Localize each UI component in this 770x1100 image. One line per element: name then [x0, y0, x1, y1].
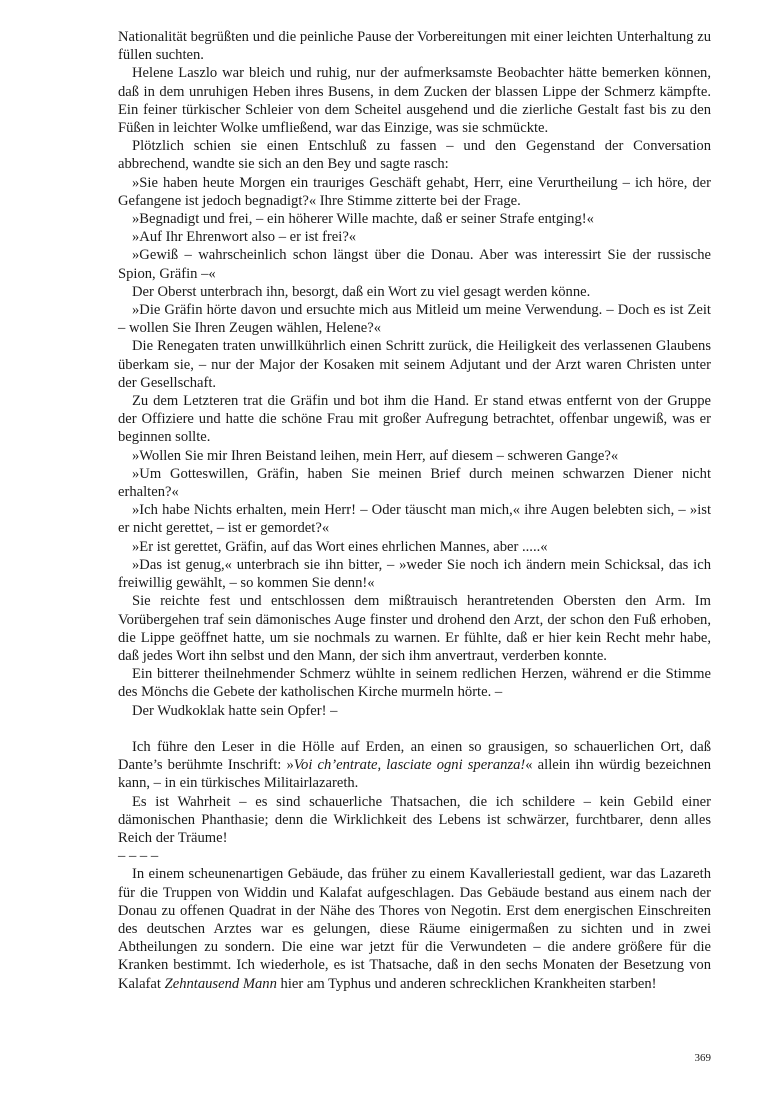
paragraph: »Begnadigt und frei, – ein höherer Wille machte, daß er seiner Strafe entging!« [132, 211, 594, 228]
paragraph: Nationalität begrüßten und die peinliche Pause der Vorbereitungen mit einer leichten Unterhaltung zu füllen suchten. [118, 29, 711, 64]
paragraph: »Ich habe Nichts erhalten, mein Herr! – Oder täuscht man mich,« ihre Augen belebten sich, – »ist er nicht gerettet, – ist er gemordet?« [118, 502, 711, 537]
paragraph: Der Oberst unterbrach ihn, besorgt, daß ein Wort zu viel gesagt werden könne. [132, 283, 591, 300]
italic-quote: Voi ch’entrate, lasciate ogni speranza! [293, 757, 526, 774]
page-text [118, 28, 711, 993]
dash-separator: – – – – [118, 848, 159, 865]
text-run: hier am Typhus und anderen schrecklichen Krankheiten starben! [276, 975, 657, 992]
paragraph: Es ist Wahrheit – es sind schauerliche Thatsachen, die ich schildere – kein Gebild einer dämonischen Phanthasie; denn die Wirklichkeit des Lebens ist schwärzer, furchtbarer, denn alles Reich der Träume! [118, 793, 711, 846]
section-break [118, 720, 711, 738]
paragraph: Plötzlich schien sie einen Entschluß zu fassen – und den Gegenstand der Conversation abbrechend, wandte sie sich an den Bey und sagte rasch: [118, 138, 711, 173]
paragraph: »Auf Ihr Ehrenwort also – er ist frei?« [132, 229, 357, 246]
paragraph: »Er ist gerettet, Gräfin, auf das Wort eines ehrlichen Mannes, aber .....« [132, 538, 548, 555]
paragraph: Die Renegaten traten unwillkührlich einen Schritt zurück, die Heiligkeit des verlassenen Glaubens überkam sie, – nur der Major der Kosaken mit seinem Adjutant und der Arzt waren Christen unter der Gesellschaft. [118, 338, 711, 391]
paragraph: Zu dem Letzteren trat die Gräfin und bot ihm die Hand. Er stand etwas entfernt von der Gruppe der Offiziere und hatte die schöne Frau mit großer Aufregung betrachtet, offenbar ungewiß, was er beginnen sollte. [118, 393, 711, 446]
paragraph: Ein bitterer theilnehmender Schmerz wühlte in seinem redlichen Herzen, während er die Stimme des Mönchs die Gebete der katholischen Kirche murmeln hörte. – [118, 666, 711, 701]
text-run: In einem scheunenartigen Gebäude, das früher zu einem Kavalleriestall gedient, war das Lazareth für die Truppen von Widdin und Kalafat aufgeschlagen. Das Gebäude bestand aus einem nach der Donau zu offenen Quadrat in der Nähe des Thores von Negotin. Erst dem energischen Einschreiten des deutschen Arztes war es gelungen, diese Räume einigermaßen zu sichten und in zwei Abtheilungen zu sondern. Die eine war jetzt für die Verwundeten – die andere größere für die Kranken bestimmt. Ich wiederhole, es ist Thatsache, daß in den sechs Monaten der Besetzung von Kalafat [118, 866, 711, 992]
paragraph: »Die Gräfin hörte davon und ersuchte mich aus Mitleid um meine Verwendung. – Doch es ist Zeit – wollen Sie Ihren Zeugen wählen, Helene?« [118, 302, 711, 337]
page-number: 369 [694, 1052, 711, 1064]
paragraph: »Gewiß – wahrscheinlich schon längst über die Donau. Aber was interessirt Sie der russische Spion, Gräfin –« [118, 247, 711, 282]
paragraph: »Wollen Sie mir Ihren Beistand leihen, mein Herr, auf diesem – schweren Gange?« [132, 447, 619, 464]
paragraph: »Sie haben heute Morgen ein trauriges Geschäft gehabt, Herr, eine Verurtheilung – ich höre, der Gefangene ist jedoch begnadigt?« Ihre Stimme zitterte bei der Frage. [118, 174, 711, 209]
paragraph: Helene Laszlo war bleich und ruhig, nur der aufmerksamste Beobachter hätte bemerken können, daß in dem unruhigen Heben ihres Busens, in dem Zucken der blassen Lippe der Schmerz kämpfte. Ein feiner türkischer Schleier von dem Scheitel ausgehend und die zierliche Gestalt fast bis zu den Füßen in leichter Wolke umfließend, war das Einzige, was sie schmückte. [118, 65, 711, 137]
paragraph: Sie reichte fest und entschlossen dem mißtrauisch herantretenden Obersten den Arm. Im Vorübergehen traf sein dämonisches Auge finster und drohend den Arzt, der schon den Fuß erhoben, die Lippe geöffnet hatte, um sie nochmals zu warnen. Er fühlte, daß er hier kein Recht mehr habe, daß jedes Wort ihn selbst und den Mann, der sich ihm anvertraut, verderben konnte. [118, 593, 711, 664]
paragraph: »Um Gotteswillen, Gräfin, haben Sie meinen Brief durch meinen schwarzen Diener nicht erhalten?« [118, 465, 711, 501]
text-run: Ich führe den Leser in die Hölle auf Erden, an einen so grausigen, so schauerlichen Ort, daß Dante’s berühmte Inschrift: » [118, 738, 711, 774]
paragraph: »Das ist genug,« unterbrach sie ihn bitter, – »weder Sie noch ich ändern mein Schicksal, das ich freiwillig gewählt, – so kommen Sie denn!« [118, 556, 711, 592]
text-run: « allein ihn würdig bezeichnen kann, – in ein türkisches Militairlazareth. [118, 757, 711, 792]
italic-emphasis: Zehntausend Mann [164, 975, 277, 992]
paragraph: Der Wudkoklak hatte sein Opfer! – [132, 702, 338, 719]
paragraph [118, 738, 711, 793]
paragraph [118, 865, 711, 992]
